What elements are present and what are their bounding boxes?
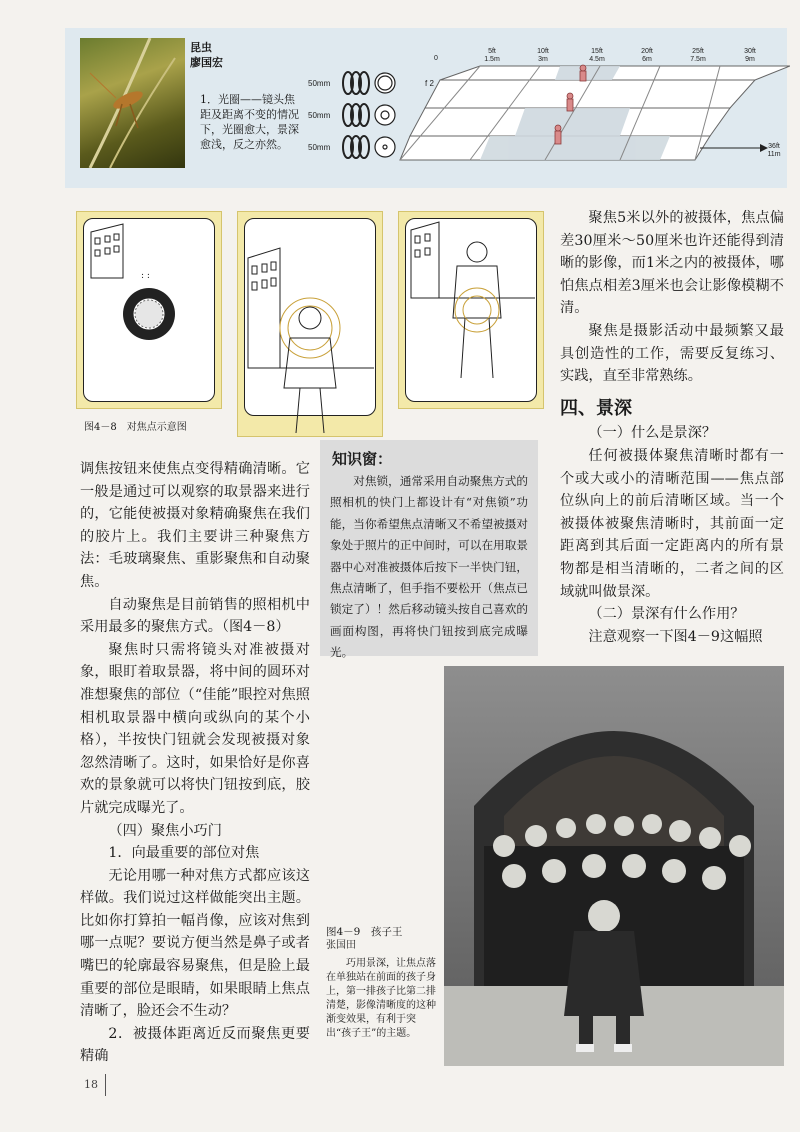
dist-ft-1: 5ft <box>488 48 496 55</box>
focus-card-subject-near <box>398 211 544 409</box>
dist-ft-2: 10ft <box>537 48 549 55</box>
figure-4-9-caption <box>326 925 438 1041</box>
aperture-icons <box>375 73 395 157</box>
subheading: （一）什么是景深？ <box>588 425 717 442</box>
dof-diagram <box>300 38 790 166</box>
lens-focal-3: 50mm <box>308 143 331 152</box>
subheading: （二）景深有什么作用？ <box>588 606 745 623</box>
children-photo <box>444 666 784 1066</box>
left-column <box>80 458 310 1068</box>
section-heading: 四、景深 <box>560 397 632 419</box>
far-m: 11m <box>767 151 781 158</box>
svg-text:: :: : : <box>141 271 150 281</box>
paragraph: 无论用哪一种对焦方式都应该这样做。我们说过这样做能突出主题。比如你打算拍一幅肖像，应该对焦到哪一点呢？要说方便当然是鼻子或者嘴巴的轮廓最容易聚焦，但是脸上最重要的部位是眼睛，如果眼睛上焦点清晰了，脸还会不生动？ <box>80 867 310 1020</box>
focus-card-viewfinder <box>76 211 222 409</box>
list-item: 2．被摄体距离近反而聚焦更要精确 <box>80 1025 310 1065</box>
page-number: 18 <box>84 1078 98 1091</box>
dist-m-6: 9m <box>745 56 755 63</box>
figure-4-8-caption: 图4－8 对焦点示意图 <box>84 422 187 433</box>
lens-focal-1: 50mm <box>308 79 331 88</box>
page-rule <box>105 1074 106 1096</box>
lens-focal-2: 50mm <box>308 111 331 120</box>
dist-m-2: 3m <box>538 56 548 63</box>
photo-author: 廖国宏 <box>190 56 223 69</box>
photo-credit <box>190 40 270 70</box>
lens-aperture-1: f 2 <box>425 79 434 88</box>
paragraph: 聚焦时只需将镜头对准被摄对象，眼盯着取景器，将中间的圆环对准想聚焦的部位（“佳能”眼控对焦照相机取景器中横向或纵向的某个小格），半按快门钮就会发现被摄对象忽然清晰了。这时，如果恰好是你喜欢的景象就可以将快门钮按到底，胶片就完成曝光了。 <box>80 641 310 816</box>
figure-4-9-label: 图4－9 孩子王 <box>326 926 403 938</box>
dist-ft-4: 20ft <box>641 48 653 55</box>
dist-ft-5: 25ft <box>692 48 704 55</box>
paragraph: 聚焦5米以外的被摄体，焦点偏差30厘米～50厘米也许还能得到清晰的影像，而1米之内的被摄体，哪怕焦点相差3厘米也会让影像模糊不清。 <box>560 210 784 317</box>
paragraph: 调焦按钮来使焦点变得精确清晰。它一般是通过可以观察的取景器来进行的，它能使被摄对象精确聚焦在我们的胶片上。我们主要讲三种聚焦方法：毛玻璃聚焦、重影聚焦和自动聚焦。 <box>80 461 310 590</box>
building-sketch <box>91 224 123 278</box>
far-ft: 36ft <box>768 143 780 150</box>
dist-ft-0: 0 <box>434 55 438 62</box>
paragraph: 聚焦是摄影活动中最频繁又最具创造性的工作，需要反复练习、实践，直至非常熟练。 <box>560 322 784 385</box>
dist-ft-6: 30ft <box>744 48 756 55</box>
figure-4-9-author: 张国田 <box>326 940 356 951</box>
knowledge-title: 知识窗： <box>332 450 393 468</box>
list-item: 1．向最重要的部位对焦 <box>108 845 260 862</box>
aperture-caption: 1．光圈——镜头焦距及距离不变的情况下，光圈愈大，景深愈浅，反之亦然。 <box>200 93 299 151</box>
dist-m-5: 7.5m <box>690 56 706 63</box>
dist-m-3: 4.5m <box>589 56 605 63</box>
insect-photo <box>80 38 185 168</box>
paragraph: 自动聚焦是目前销售的照相机中采用最多的聚焦方式。（图4－8） <box>80 596 310 636</box>
right-column <box>560 207 784 648</box>
paragraph: 注意观察一下图4－9这幅照 <box>588 628 763 645</box>
dist-m-4: 6m <box>642 56 652 63</box>
dist-m-1: 1.5m <box>484 56 500 63</box>
paragraph: 任何被摄体聚焦清晰时都有一个或大或小的清晰范围——焦点部位纵向上的前后清晰区域。当一个被摄体被聚焦清晰时，其前面一定距离到其后面一定距离内的所有景物都是相当清晰的，二者之间的区域就叫做景深。 <box>560 447 784 600</box>
knowledge-text: 对焦锁，通常采用自动聚焦方式的照相机的快门上都设计有“对焦锁”功能，当你希望焦点清晰又不希望被摄对象处于照片的正中间时，可以在用取景器中心对准被摄体后按下一半快门钮，焦点清晰了，但手指不要松开（焦点已锁定了）！然后移动镜头按自己喜欢的画面构图，再将快门钮按到底完成曝光。 <box>330 474 528 660</box>
figure-4-9-text: 巧用景深，让焦点落在单独站在前面的孩子身上，第一排孩子比第二排清楚，影像清晰度的这种渐变效果，有利于突出“孩子王”的主题。 <box>326 958 436 1039</box>
subheading: （四）聚焦小巧门 <box>108 822 222 839</box>
dist-ft-3: 15ft <box>591 48 603 55</box>
photo-title: 昆虫 <box>190 41 212 54</box>
knowledge-box <box>320 440 538 660</box>
focus-card-subject-far <box>237 211 383 437</box>
lens-icons <box>343 72 369 158</box>
